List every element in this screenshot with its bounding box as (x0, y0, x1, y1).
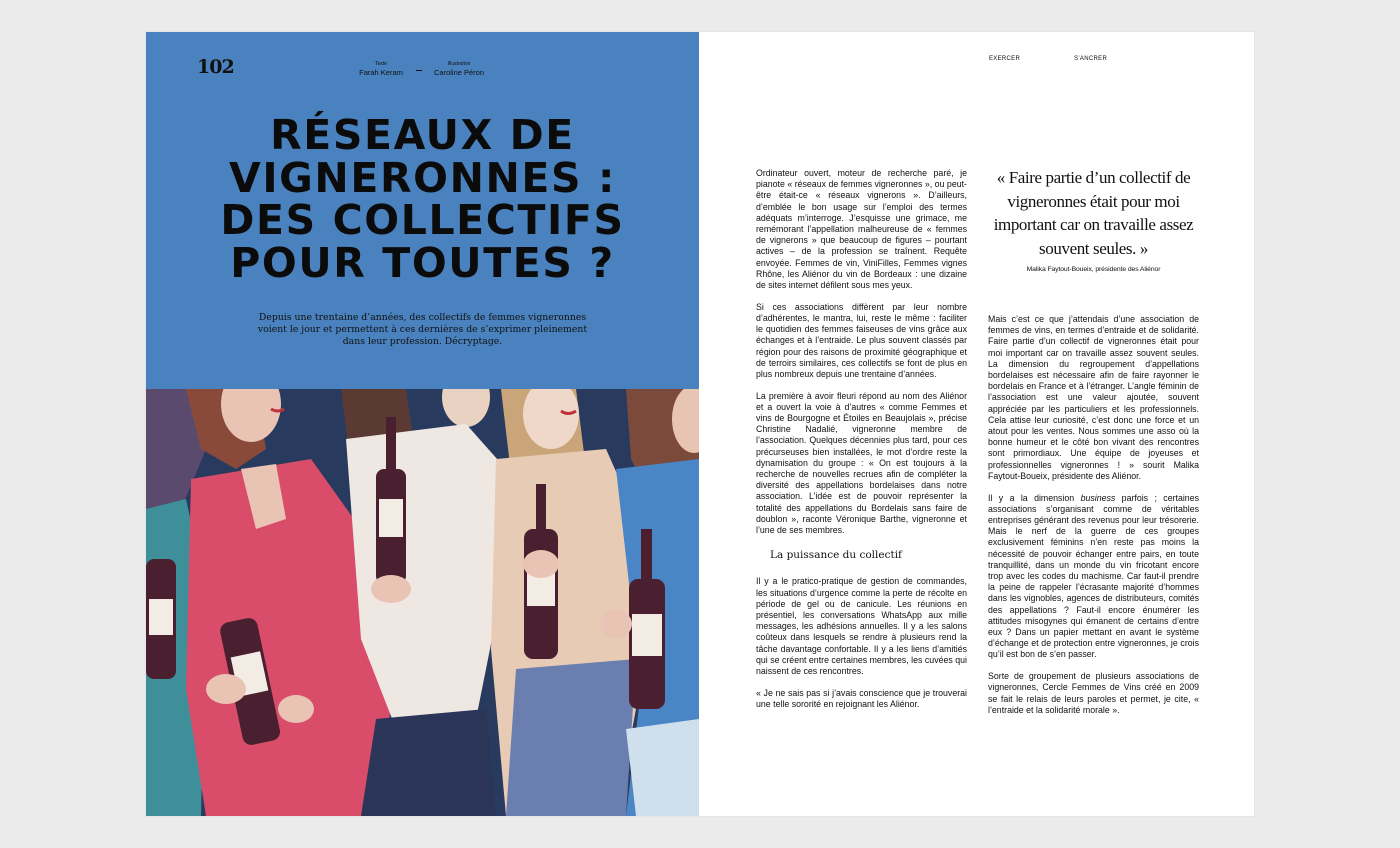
page-number: 102 (197, 56, 234, 78)
paragraph-text: parfois ; certaines associations s’organisant comme de véritables entreprises générant des revenus pour leur trésorerie. Mais le nerf de la guerre de ces groupes exclusivement féminins n’en reste pas moins la nécessité de pouvoir échanger entre pairs, en toute tranquillité, dans un monde du vin fricotant encore trop avec les codes du machisme. Car faut-il prendre la peine de rappeler l’écrasante majorité d’hommes dans les vignobles, agences de distributeurs, comités des appellations ? Faut-il encore énumérer les attitudes misogynes qui émanent de certains d’entre eux ? Dans un papier mettant en avant le système d’échange et de protection entre vigneronnes, je crois qu’il est bon de s’en passer. (988, 492, 1199, 660)
credit-divider (416, 70, 422, 71)
right-page (699, 32, 1254, 816)
paragraph-text: Il y a la dimension (988, 492, 1081, 503)
paragraph: Ordinateur ouvert, moteur de recherche paré, je pianote « réseaux de femmes vigneronnes », ou peut-être était-ce « réseaux vignerons ». D’ailleurs, d’emblée le bon usage sur l’emploi des termes adéquats m’interroge. J’esquisse une grimace, me remémorant l’appellation malheureuse de « femmes de vignerons » que beaucoup de figures – pourtant actives – de la profession se traînent. Requête envoyée. Femmes de vin, ViniFilles, Femmes vignes Rhône, les Aliénor du vin de Bordeaux : une dizaine de sites internet défilent sous mes yeux. (756, 168, 967, 291)
magazine-spread (146, 32, 1254, 816)
illustration-credit (429, 61, 489, 77)
paragraph: Sorte de groupement de plusieurs associations de vigneronnes, Cercle Femmes de Vins créé en 2009 se fait le relais de leurs paroles et permet, je cite, « l’entraide et la solidarité morale ». (988, 671, 1199, 715)
paragraph: Mais c’est ce que j’attendais d’une association de femmes de vins, en termes d’entraide et de solidarité. Faire partie d’un collectif de vigneronnes était pour moi important car on travaille assez souvent seules. La dimension du regroupement d’appellations bordelaises est nécessaire afin de faire rayonner le bordelais en France et à l’étranger. L’angle féminin de l’association est une valeur ajoutée, souvent appréciée par les particuliers et les professionnels. Cela attise leur curiosité, c’est donc une force et un atout pour les ventes. Nous sommes une asso où la bonne humeur et le côté bon vivant des rencontres sont primordiaux. Une équipe de joyeuses et professionnelles vigneronnes ! » sourit Malika Faytout-Boueix, présidente des Aliénor. (988, 314, 1199, 481)
headline-line: RÉSEAUX DE (270, 111, 575, 159)
illustration-credit-role: Illustration (447, 61, 471, 67)
pull-quote-text: « Faire partie d’un collectif de vigneronnes était pour moi important car on travaille assez souvent seules. » (993, 168, 1194, 258)
headline-line: VIGNERONNES : (228, 153, 617, 202)
illustration-credit-author: Caroline Péron (433, 68, 485, 77)
paragraph: « Je ne sais pas si j’avais conscience que je trouverai une telle sororité en rejoignant les Aliénor. (756, 687, 967, 709)
paragraph: Il y a le pratico-pratique de gestion de commandes, les situations d’urgence comme la perte de récolte en période de gel ou de canicule. Les réunions en présentiel, les conversations WhatsApp aux mille messages, les adhésions annuelles. Il y a les salons coûteux dans lesquels se rendre à plusieurs rend la tâche davantage confortable. Il y a les liens d’amitiés qui se créent entre certaines membres, les cuvées qui naissent de ces rencontres. (756, 576, 967, 676)
text-credit-role: Texte (375, 61, 387, 67)
emphasis-business: business (1080, 492, 1116, 503)
section-label-exercer: EXERCER (989, 56, 1021, 62)
pull-quote-attribution: Malika Faytout-Boueix, présidente des Aliénor (1026, 266, 1161, 273)
left-page (146, 32, 699, 816)
headline-line: POUR TOUTES ? (230, 238, 615, 287)
headline (166, 111, 679, 287)
section-label-sancrer: S’ANCRER (1074, 56, 1108, 62)
paragraph (988, 493, 1199, 661)
illustration-women-with-wine-bottles (146, 389, 699, 816)
pull-quote (988, 166, 1199, 273)
text-credit-author: Farah Keram (359, 68, 403, 77)
headline-line: DES COLLECTIFS (220, 196, 625, 244)
paragraph: Si ces associations diffèrent par leur nombre d’adhérentes, le mantra, lui, reste le même : faciliter le quotidien des femmes faiseuses de vins grâce aux échanges et à l’entraide. Le plus souvent classés par région pour des raisons de proximité géographique et de terroirs similaires, ces collectifs se font de plus en plus nombreux depuis une trentaine d’années. (756, 301, 967, 379)
subheading: La puissance du collectif (770, 549, 902, 562)
text-column-2 (988, 314, 1199, 726)
paragraph: La première à avoir fleuri répond au nom des Aliénor et a ouvert la voie à d’autres « comme Femmes et vins de Bourgogne et Étoiles en Beaujolais », précise Christine Nadalié, vigneronne membre de l’association. Quelques décennies plus tard, pour ces précurseuses bien installées, le mot d’ordre reste la dynamisation du groupe : « On est toujours à la recherche de nouvelles recrues afin de compléter la diversité des appellations bordelaises dans notre association. L’idée est de pouvoir représenter la totalité des appellations du Bordelais sans faire de doublon », raconte Véronique Barthe, vigneronne et l’une de ses membres. (756, 390, 967, 536)
standfirst: Depuis une trentaine d’années, des collectifs de femmes vigneronnes voient le jour et permettent à ces dernières de s’exprimer pleinement dans leur profession. Décryptage. (257, 312, 588, 347)
text-column-1 (756, 168, 967, 721)
text-credit (356, 61, 406, 77)
